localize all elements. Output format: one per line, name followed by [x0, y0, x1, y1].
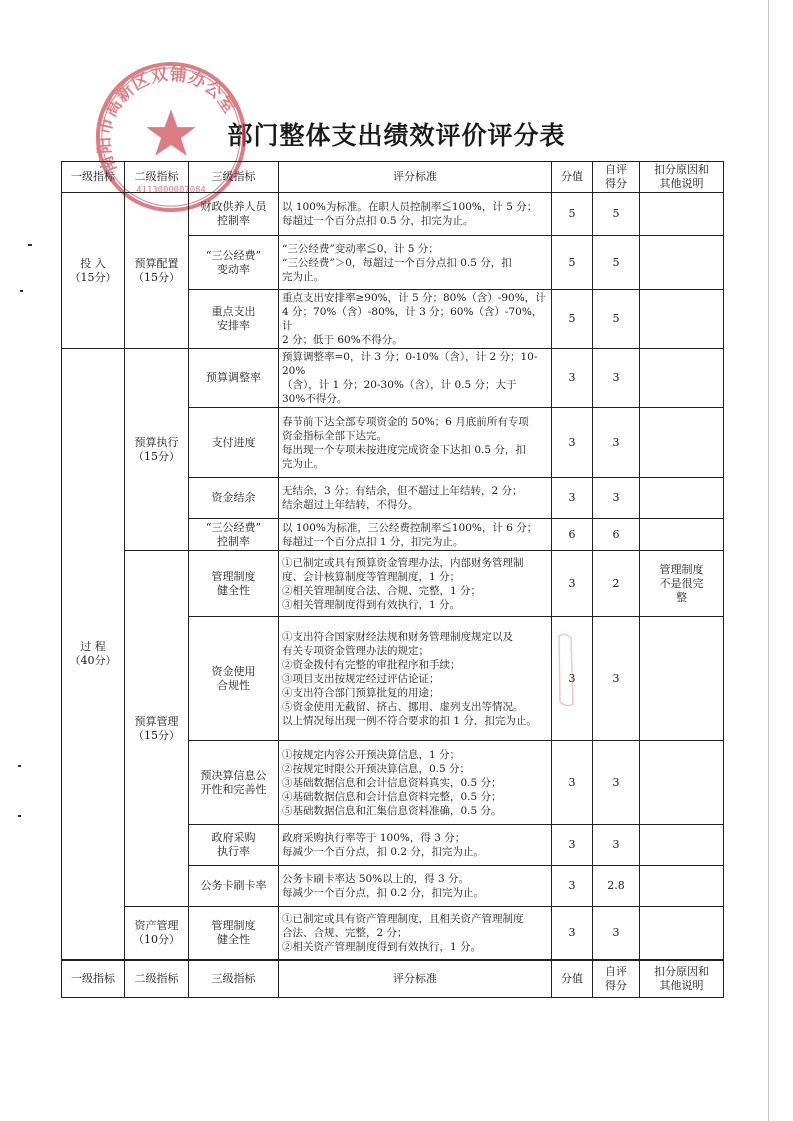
self-score-cell: 3	[593, 617, 640, 741]
note-cell	[640, 825, 724, 866]
criteria-cell: ①按规定内容公开预决算信息，1 分； ②按规定时限公开预决算信息，0.5 分； ③基础数据信息和会计信息资料真实，0.5 分； ④基础数据信息和会计信息资料完整，0.5 分； ⑤基础数据信息和汇集信息资料准确，0.5 分。	[279, 741, 552, 825]
header-deduction-reason: 扣分原因和 其他说明	[640, 162, 724, 193]
score-cell: 3	[552, 825, 593, 866]
note-cell	[640, 349, 724, 408]
level3-cell: “三公经费” 控制率	[189, 519, 279, 551]
self-score-cell: 5	[593, 290, 640, 349]
score-table	[61, 161, 724, 998]
footer-header-row	[62, 960, 724, 998]
footer-level2: 二级指标	[125, 960, 189, 998]
note-cell	[640, 290, 724, 349]
criteria-cell: 春节前下达全部专项资金的 50%；6 月底前所有专项 资金指标全部下达完。 每出现一个专项未按进度完成资金下达扣 0.5 分，扣 完为止。	[279, 408, 552, 478]
criteria-cell: 以 100%为标准，三公经费控制率≦100%，计 6 分； 每超过一个百分点扣 1 分，扣完为止。	[279, 519, 552, 551]
self-score-cell: 2.8	[593, 866, 640, 907]
footer-level1: 一级指标	[62, 960, 125, 998]
level3-cell: “三公经费” 变动率	[189, 236, 279, 290]
note-cell	[640, 478, 724, 519]
scan-dot	[28, 244, 32, 246]
level3-cell: 资金结余	[189, 478, 279, 519]
level1-cell: 投 入 （15分）	[62, 193, 125, 349]
level3-cell: 重点支出 安排率	[189, 290, 279, 349]
score-cell: 3	[552, 907, 593, 960]
level3-cell: 预决算信息公 开性和完善性	[189, 741, 279, 825]
criteria-cell: 预算调整率=0，计 3 分；0-10%（含），计 2 分；10-20% （含），计 1 分；20-30%（含），计 0.5 分；大于 30%不得分。	[279, 349, 552, 408]
header-self-score: 自评 得分	[593, 162, 640, 193]
footer-self-score: 自评 得分	[593, 960, 640, 998]
score-cell: 5	[552, 236, 593, 290]
note-cell	[640, 408, 724, 478]
level3-cell: 资金使用 合规性	[189, 617, 279, 741]
criteria-cell: ①已制定或具有资产管理制度，且相关资产管理制度 合法、合规、完整，2 分； ②相关资产管理制度得到有效执行，1 分。	[279, 907, 552, 960]
self-score-cell: 2	[593, 551, 640, 617]
self-score-cell: 3	[593, 825, 640, 866]
level2-cell: 预算管理 （15分）	[125, 551, 189, 907]
score-cell: 3	[552, 741, 593, 825]
level3-cell: 预算调整率	[189, 349, 279, 408]
table-row	[62, 349, 724, 408]
level3-cell: 公务卡刷卡率	[189, 866, 279, 907]
footer-level3: 三级指标	[189, 960, 279, 998]
criteria-cell: ①支出符合国家财经法规和财务管理制度规定以及 有关专项资金管理办法的规定； ②资金拨付有完整的审批程序和手续； ③项目支出按规定经过评估论证； ④支出符合部门预算批复的用途； ⑤资金使用无截留、挤占、挪用、虚列支出等情况。 以上情况每出现一例不符合要求的扣 1 分，扣完为止。	[279, 617, 552, 741]
footer-deduction-reason: 扣分原因和 其他说明	[640, 960, 724, 998]
note-cell	[640, 617, 724, 741]
criteria-cell: 无结余，3 分；有结余，但不超过上年结转，2 分； 结余超过上年结转，不得分。	[279, 478, 552, 519]
svg-text:南阳市高新区双铺办公室: 南阳市高新区双铺办公室	[93, 63, 241, 176]
level1-cell: 过 程 （40分）	[62, 349, 125, 960]
level3-cell: 管理制度 健全性	[189, 907, 279, 960]
level2-cell: 预算配置 （15分）	[125, 193, 189, 349]
scan-dot	[18, 765, 21, 767]
header-criteria: 评分标准	[279, 162, 552, 193]
score-cell: 3	[552, 617, 593, 741]
criteria-cell: 重点支出安排率≥90%，计 5 分；80%（含）-90%，计 4 分；70%（含）-80%，计 3 分；60%（含）-70%，计 2 分；低于 60%不得分。	[279, 290, 552, 349]
level2-cell: 资产管理 （10分）	[125, 907, 189, 960]
scan-edge-line	[768, 0, 769, 1121]
header-level2: 二级指标	[125, 162, 189, 193]
footer-criteria: 评分标准	[279, 960, 552, 998]
self-score-cell: 3	[593, 349, 640, 408]
level3-cell: 政府采购 执行率	[189, 825, 279, 866]
note-cell	[640, 236, 724, 290]
criteria-cell: 以 100%为标准。在职人员控制率≦100%，计 5 分； 每超过一个百分点扣 0.5 分，扣完为止。	[279, 193, 552, 236]
note-cell	[640, 741, 724, 825]
criteria-cell: 政府采购执行率等于 100%，得 3 分； 每减少一个百分点，扣 0.2 分，扣完为止。	[279, 825, 552, 866]
scan-dot	[20, 290, 23, 292]
header-level3: 三级指标	[189, 162, 279, 193]
score-cell: 3	[552, 349, 593, 408]
scan-dot	[18, 815, 21, 817]
seal-star-icon	[146, 109, 195, 155]
level3-cell: 支付进度	[189, 408, 279, 478]
score-cell: 5	[552, 193, 593, 236]
svg-text:4113000007084: 4113000007084	[136, 185, 206, 196]
score-cell: 3	[552, 478, 593, 519]
self-score-cell: 5	[593, 193, 640, 236]
note-cell	[640, 519, 724, 551]
note-cell: 管理制度 不是很完 整	[640, 551, 724, 617]
self-score-cell: 3	[593, 741, 640, 825]
score-cell: 5	[552, 290, 593, 349]
page-title: 部门整体支出绩效评价评分表	[227, 121, 566, 150]
table-row	[62, 551, 724, 617]
header-score: 分值	[552, 162, 593, 193]
criteria-cell: ①已制定或具有预算资金管理办法，内部财务管理制 度、会计核算制度等管理制度，1 分； ②相关管理制度合法、合规、完整，1 分； ③相关管理制度得到有效执行，1 分。	[279, 551, 552, 617]
self-score-cell: 3	[593, 478, 640, 519]
table-row	[62, 193, 724, 236]
level3-cell: 管理制度 健全性	[189, 551, 279, 617]
note-cell	[640, 907, 724, 960]
self-score-cell: 6	[593, 519, 640, 551]
score-cell: 3	[552, 408, 593, 478]
header-level1: 一级指标	[62, 162, 125, 193]
self-score-cell: 5	[593, 236, 640, 290]
criteria-cell: “三公经费”变动率≦0，计 5 分； “三公经费”＞0，每超过一个百分点扣 0.5 分，扣 完为止。	[279, 236, 552, 290]
criteria-cell: 公务卡刷卡率达 50%以上的，得 3 分。 每减少一个百分点，扣 0.2 分，扣完为止。	[279, 866, 552, 907]
table-row	[62, 907, 724, 960]
self-score-cell: 3	[593, 408, 640, 478]
footer-score: 分值	[552, 960, 593, 998]
header-row	[62, 162, 724, 193]
level2-cell: 预算执行 （15分）	[125, 349, 189, 551]
note-cell	[640, 866, 724, 907]
score-cell: 6	[552, 519, 593, 551]
level3-cell: 财政供养人员 控制率	[189, 193, 279, 236]
self-score-cell: 3	[593, 907, 640, 960]
note-cell	[640, 193, 724, 236]
score-cell: 3	[552, 866, 593, 907]
score-cell: 3	[552, 551, 593, 617]
